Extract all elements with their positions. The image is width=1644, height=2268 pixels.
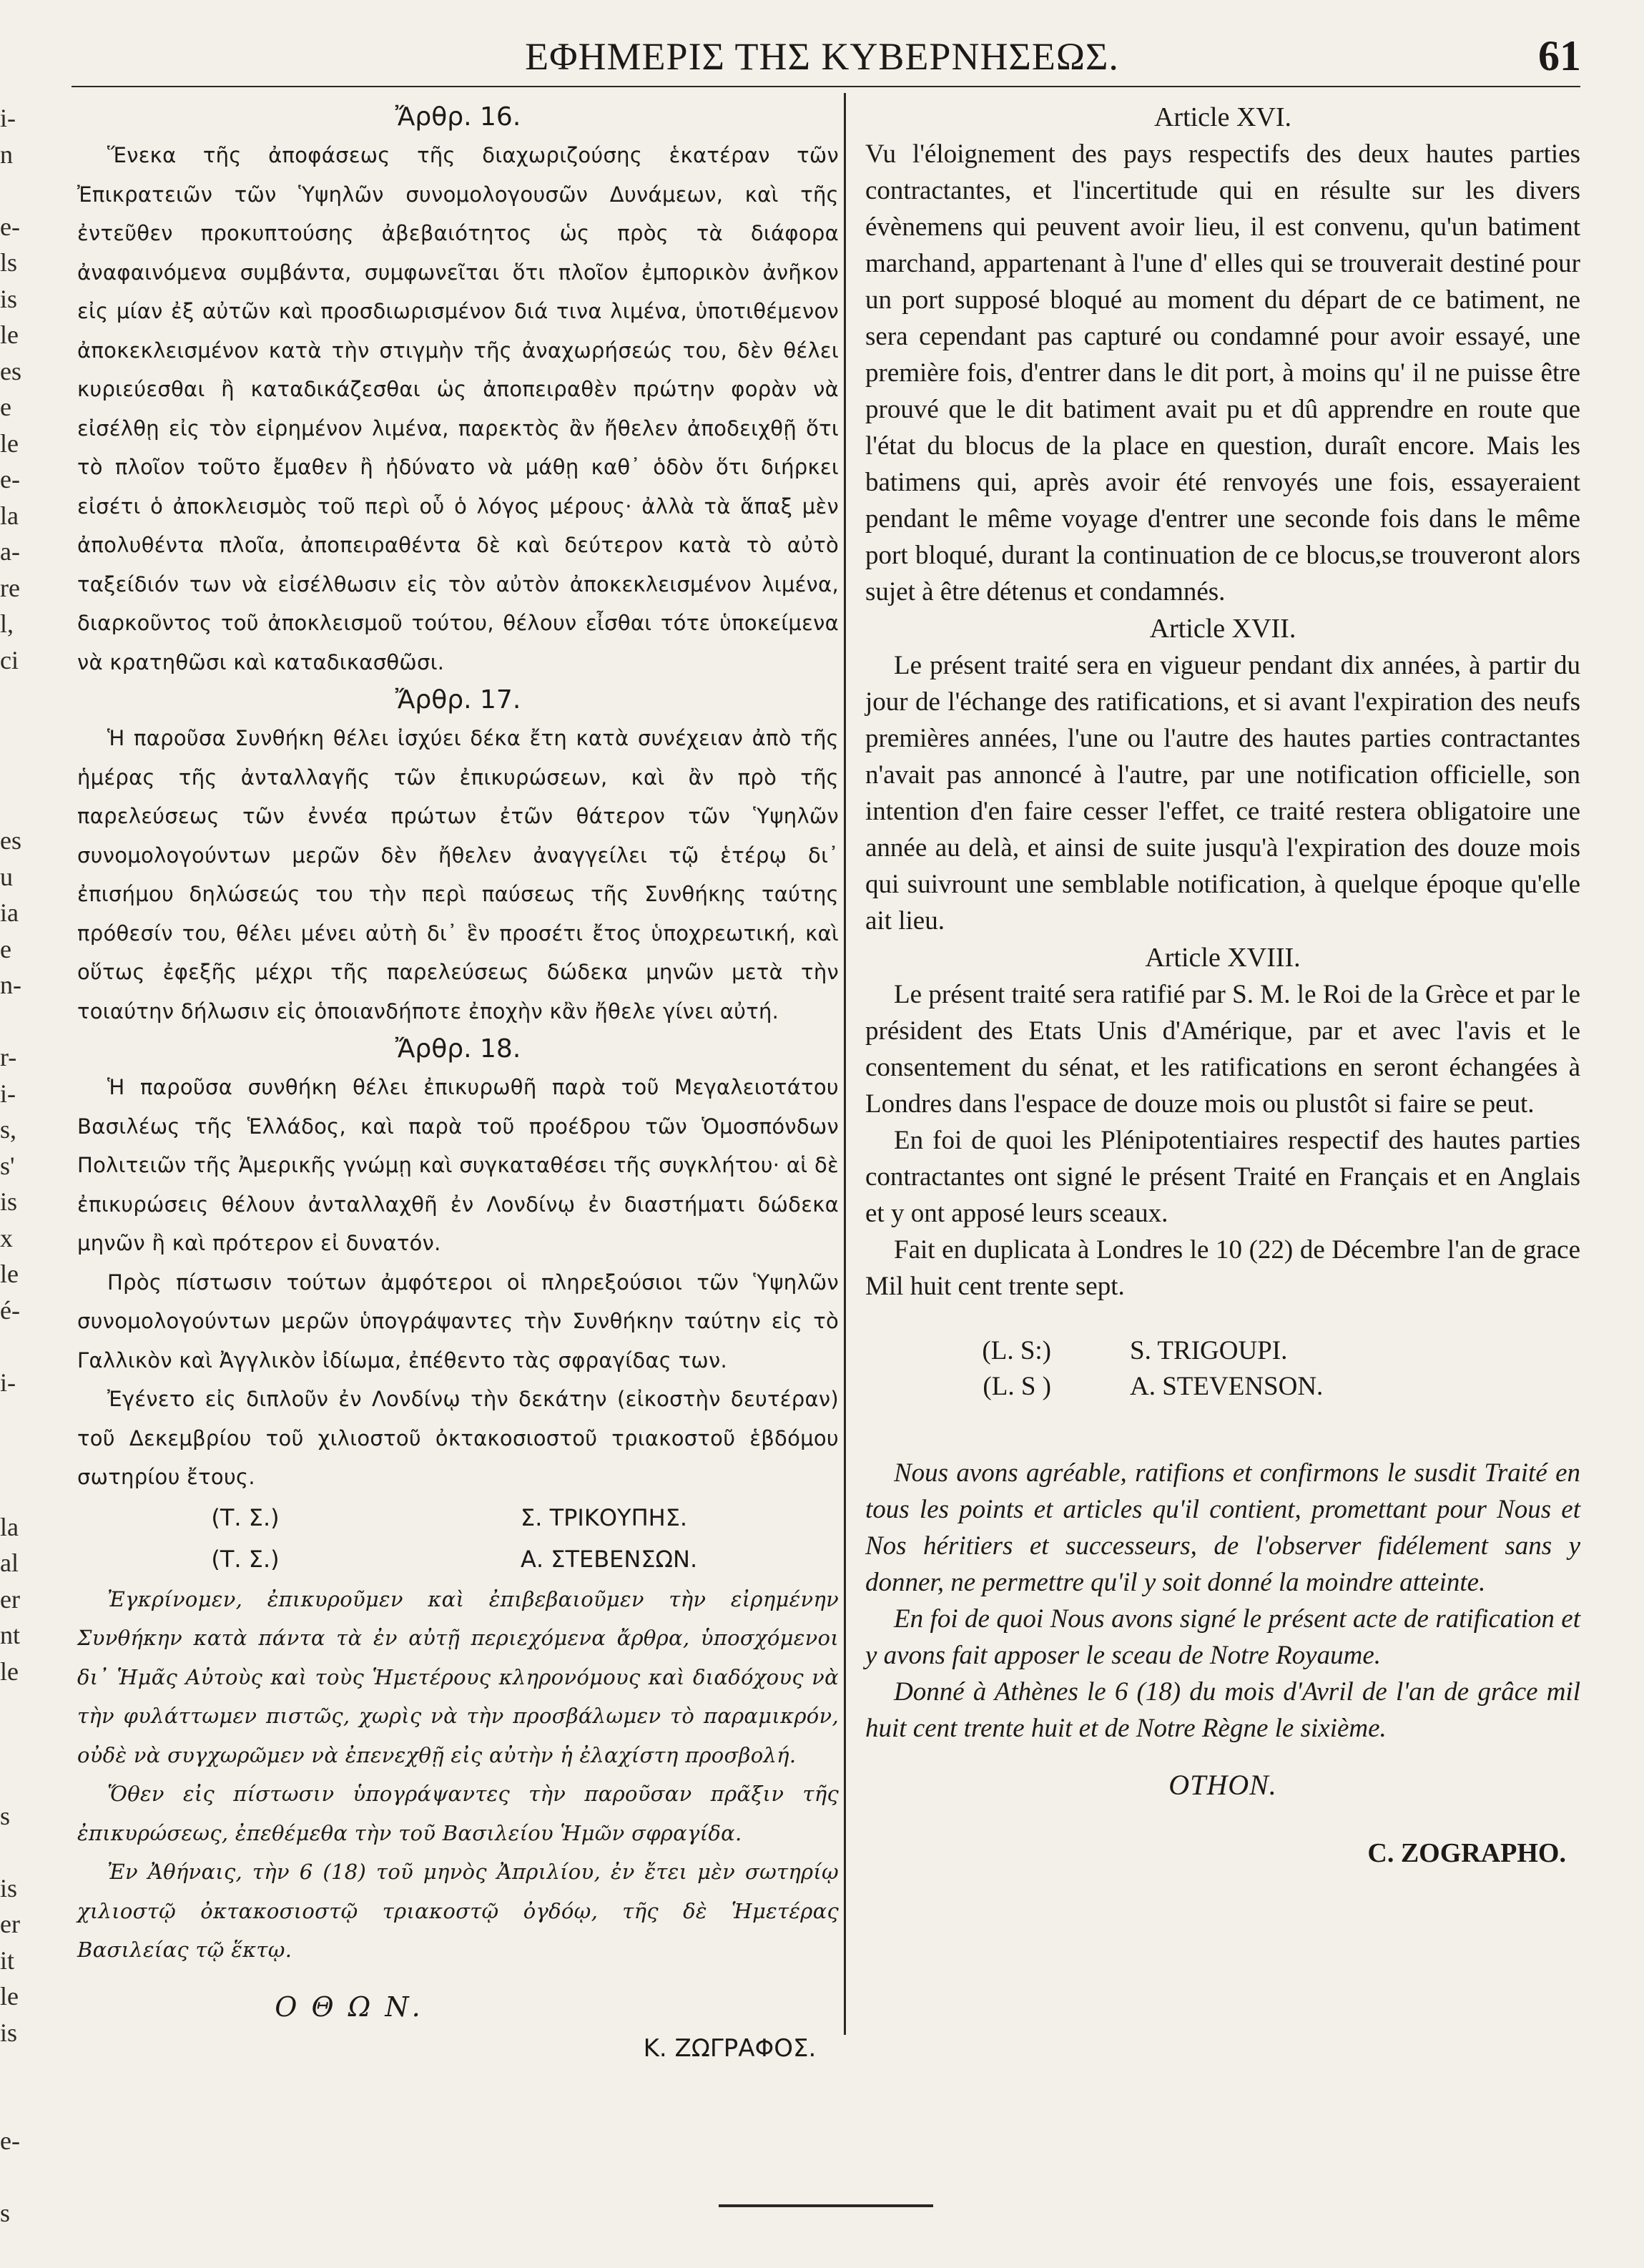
- french-witness-text: En foi de quoi les Plénipotentiaires respectif des hautes parties contractantes ont signé le présent Traité en Français et en Anglais et y ont apposé leurs sceaux.: [865, 1126, 1580, 1228]
- greek-king-signature: Ο Θ Ω Ν.: [275, 1990, 423, 2023]
- edge-fragment: e-: [0, 2126, 20, 2155]
- edge-fragment: er: [0, 1584, 20, 1614]
- edge-fragment: is: [0, 1873, 18, 1903]
- french-seal-2: (L. S ): [983, 1372, 1051, 1401]
- greek-ratification-1: Ἐγκρίνομεν, ἐπικυροῦμεν καὶ ἐπιβεβαιοῦμεν τὴν εἰρημένην Συνθήκην κατὰ πάντα τὰ ἐν αὐτῇ περιεχόμενα ἄρθρα, ὑποσχόμενοι δι᾽ Ἡμᾶς Αὐτοὺς καὶ τοὺς Ἡμετέρους κληρονόμους καὶ διαδόχους νὰ τὴν φυλάττωμεν πιστῶς, χωρὶς νὰ τὴν προσβάλωμεν τὸ παραμικρόν, οὐδὲ νὰ συγχωρῶμεν νὰ ἐπενεχθῇ εἰς αὐτὴν ἡ ἐλαχίστη προσβολή.: [77, 1586, 839, 1767]
- edge-fragment: s': [0, 1151, 15, 1180]
- french-article-18-text: Le présent traité sera ratifié par S. M. le Roi de la Grèce et par le président des Etats Unis d'Amérique, par et avec l'avis et le consentement du sénat, et les ratifications en seront échangées à Londres dans l'espace de douze mois ou plustôt si faire se peut.: [865, 980, 1580, 1119]
- greek-minister-signature: Κ. ΖΩΓΡΑΦΟΣ.: [643, 2033, 817, 2063]
- header-rule: [72, 86, 1580, 87]
- edge-fragment: le: [0, 428, 19, 458]
- edge-fragment: al: [0, 1548, 19, 1577]
- edge-fragment: [0, 1400, 17, 1437]
- edge-fragment: [0, 1003, 17, 1040]
- french-done-text: Fait en duplicata à Londres le 10 (22) de Décembre l'an de grace Mil huit cent trente sept.: [865, 1235, 1580, 1301]
- edge-fragment: [0, 1689, 17, 1726]
- edge-fragment: ci: [0, 645, 19, 674]
- edge-fragment: n: [0, 139, 13, 169]
- french-minister-signature: C. ZOGRAPHO.: [1367, 1838, 1566, 1868]
- greek-ratification-3: Ἐν Ἀθήναις, τὴν 6 (18) τοῦ μηνὸς Ἀπριλίου, ἐν ἔτει μὲν σωτηρίῳ χιλιοστῷ ὀκτακοσιοστῷ τριακοστῷ ὀγδόῳ, τῆς δὲ Ἡμετέρας Βασιλείας τῷ ἕκτῳ.: [77, 1860, 839, 1962]
- edge-fragment: [0, 1473, 17, 1509]
- french-signer-2: A. STEVENSON.: [1130, 1372, 1324, 1401]
- edge-fragment: n-: [0, 971, 21, 999]
- edge-fragment: es: [0, 826, 21, 855]
- french-article-16-text: Vu l'éloignement des pays respectifs des deux hautes parties contractantes, et l'incertitude qui en résulte sur les divers évènemens qui peuvent avoir lieu, il est convenu, qu'un batiment marchand, appartenant à l'une d' elles qui se trouverait destiné pour un port supposé bloqué au moment du départ de ce batiment, ne sera cependant pas capturé ou condamné pour avoir essayé, une première fois, d'entrer dans le dit port, à moins qu' il ne puisse être prouvé que le dit batiment avait pu et dû apprendre en route que l'état du blocus de la place en question, duraît encore. Mais les batimens qui, après avoir été renvoyés une fois, essayeraient pendant le même voyage d'entrer une seconde fois dans le même port bloqué, durant la continuation de ce blocus,se trouveront alors sujet à être détenus et condamnés.: [865, 139, 1580, 607]
- edge-fragment: [0, 787, 17, 823]
- greek-article-18-heading: Ἄρθρ. 18.: [395, 1034, 521, 1064]
- greek-article-17-text: Ἡ παροῦσα Συνθήκη θέλει ἰσχύει δέκα ἔτη κατὰ συνέχειαν ἀπὸ τῆς ἡμέρας τῆς ἀνταλλαγῆς τῶν ἐπικυρώσεων, καὶ ἂν πρὸ τῆς παρελεύσεως τῶν ἐννέα πρώτων ἐτῶν θάτερον τῶν Ὑψηλῶν συνομολογούντων μερῶν δὲν ἤθελεν ἀναγγείλει τῷ ἑτέρῳ δι᾽ ἐπισήμου δηλώσεώς του τὴν περὶ παύσεως τῆς Συνθήκης ταύτης πρόθεσίν του, θέλει μένει αὐτὴ δι᾽ ἓν προσέτι ἔτος ὑποχρεωτική, καὶ οὕτως ἐφεξῆς μέχρι τῆς παρελεύσεως δώδεκα μηνῶν μετὰ τὴν τοιαύτην δήλωσιν εἰς ὁποιανδήποτε ἐποχὴν κἂν ἤθελε γίνει αὐτή.: [77, 726, 839, 1023]
- greek-column: [77, 99, 839, 2063]
- edge-fragment: is: [0, 2018, 18, 2047]
- edge-fragment: s: [0, 1801, 11, 1830]
- edge-fragment: [0, 1726, 17, 1762]
- edge-fragment: [0, 678, 17, 715]
- greek-article-16-text: Ἕνεκα τῆς ἀποφάσεως τῆς διαχωριζούσης ἑκατέραν τῶν Ἐπικρατειῶν τῶν Ὑψηλῶν συνομολογουσῶν Δυνάμεων, καὶ τῆς ἐντεῦθεν προκυπτούσης ἀβεβαιότητος ὡς πρὸς τὰ διάφορα ἀναφαινόμενα συμβάντα, συμφωνεῖται ὅτι πλοῖον ἐμπορικὸν ἀνῆκον εἰς μίαν ἐξ αὐτῶν καὶ προσδιωρισμένον διά τινα λιμένα, ὑποτιθέμενον ἀποκεκλεισμένον κατὰ τὴν στιγμὴν τῆς ἀναχωρήσεώς του, δὲν θέλει κυριεύεσθαι ἢ καταδικάζεσθαι ὡς ἀποπειραθὲν πρώτην φορὰν νὰ εἰσέλθῃ εἰς τὸν εἰρημένον λιμένα, παρεκτὸς ἂν ἤθελεν ἀποδειχθῇ ὅτι τὸ πλοῖον τοῦτο ἔμαθεν ἢ ἠδύνατο νὰ μάθῃ καθ᾽ ὁδὸν ὅτι διήρκει εἰσέτι ὁ ἀποκλεισμὸς τοῦ περὶ οὗ ὁ λόγος μέρους· ἀλλὰ τὰ ἅπαξ μὲν ἀπολυθέντα πλοῖα, ἀποπειραθέντα δὲ καὶ δεύτερον κατὰ τὸ αὐτὸ ταξείδιόν των νὰ εἰσέλθωσιν εἰς τὸν αὐτὸν ἀποκεκλεισμένον λιμένα, διαρκοῦντος τοῦ ἀποκλεισμοῦ τούτου, θέλουν εἶσθαι τότε ὑποκείμενα νὰ κρατηθῶσι καὶ καταδικασθῶσι.: [77, 143, 839, 674]
- edge-fragment: is: [0, 1187, 18, 1216]
- french-article-17-heading: Article XVII.: [1149, 614, 1296, 644]
- edge-fragment: u: [0, 862, 13, 891]
- french-signature-row-1: [865, 1333, 1580, 1369]
- edge-fragment: le: [0, 320, 19, 349]
- edge-fragment: s: [0, 2199, 11, 2227]
- page-header-title: ΕΦΗΜΕΡΙΣ ΤΗΣ ΚΥΒΕΡΝΗΣΕΩΣ.: [525, 35, 1119, 78]
- greek-signature-row-1: [77, 1497, 839, 1538]
- french-ratification-1: Nous avons agréable, ratifions et confirmons le susdit Traité en tous les points et articles qu'il contient, promettant pour Nous et Nos héritiers et successeurs, de l'observer fidélement sans y donner, ne permettre qu'il y soit donné la moindre atteinte.: [865, 1458, 1580, 1597]
- edge-fragment: es: [0, 356, 21, 386]
- edge-fragment: [0, 2159, 17, 2196]
- edge-fragment: nt: [0, 1621, 21, 1649]
- edge-fragment: le: [0, 1656, 19, 1686]
- edge-fragment: re: [0, 573, 20, 602]
- edge-fragment: l,: [0, 609, 14, 638]
- edge-fragment: r-: [0, 1043, 17, 1071]
- edge-fragment: i-: [0, 1079, 16, 1108]
- edge-fragment: i-: [0, 104, 16, 132]
- edge-fragment: e: [0, 934, 11, 963]
- french-signature-row-2: [865, 1369, 1580, 1405]
- edge-fragment: i-: [0, 1368, 16, 1397]
- edge-fragment: ia: [0, 898, 19, 927]
- edge-fragment: [0, 172, 17, 209]
- edge-fragment: le: [0, 1260, 19, 1288]
- greek-article-16-heading: Ἄρθρ. 16.: [395, 102, 521, 132]
- page-number: 61: [1538, 32, 1581, 79]
- greek-signer-1: Σ. ΤΡΙΚΟΥΠΗΣ.: [521, 1503, 688, 1531]
- edge-fragment: é-: [0, 1295, 20, 1325]
- french-article-17-text: Le présent traité sera en vigueur pendant dix années, à partir du jour de l'échange des ratifications, et si avant l'expiration des neufs premières années, l'une ou l'autre des hautes parties contractantes n'avait pas annoncé à l'autre, par une notification officielle, son intention d'en faire cesser l'effet, ce traité restera obligatoire une année au delà, et ainsi de suite jusqu'à l'expiration des douze mois qui suivrount une semblable notification, à quelque époque qu'elle ait lieu.: [865, 651, 1580, 936]
- edge-fragment: ls: [0, 248, 18, 277]
- edge-fragment: [0, 1762, 17, 1798]
- french-seal-1: (L. S:): [982, 1336, 1051, 1365]
- greek-signature-row-2: [77, 1538, 839, 1580]
- edge-fragment: e: [0, 393, 11, 421]
- edge-fragment: [0, 1834, 17, 1870]
- greek-article-17-heading: Ἄρθρ. 17.: [395, 685, 521, 715]
- french-ratification-2: En foi de quoi Nous avons signé le présent acte de ratification et y avons fait apposer le sceau de Notre Royaume.: [865, 1604, 1580, 1670]
- edge-fragment: [0, 715, 17, 751]
- edge-fragment: is: [0, 284, 18, 313]
- greek-witness-text: Πρὸς πίστωσιν τούτων ἀμφότεροι οἱ πληρεξούσιοι τῶν Ὑψηλῶν συνομολογούντων μερῶν ὑπογράψαντες τὴν Συνθήκην ταύτην εἰς τὸ Γαλλικὸν καὶ Ἀγγλικὸν ἰδίωμα, ἐπέθεντο τὰς σφραγίδας των.: [77, 1270, 839, 1373]
- french-column: [865, 99, 1580, 1869]
- column-divider-lower: [844, 1051, 846, 2035]
- greek-final-signatures: [77, 1991, 839, 2063]
- column-divider: [844, 93, 846, 1051]
- edge-fragment: e-: [0, 465, 20, 494]
- edge-fragment: la: [0, 501, 19, 530]
- edge-fragment: [0, 750, 17, 787]
- edge-fragment: e-: [0, 212, 20, 241]
- french-signer-1: S. TRIGOUPI.: [1130, 1336, 1288, 1365]
- greek-article-18-text: Ἡ παροῦσα συνθήκη θέλει ἐπικυρωθῆ παρὰ τοῦ Μεγαλειοτάτου Βασιλέως τῆς Ἑλλάδος, καὶ παρὰ τοῦ προέδρου τῶν Ὁμοσπόνδων Πολιτειῶν τῆς Ἀμερικῆς γνώμῃ καὶ συγκαταθέσει τῆς συγκλήτου· αἱ δὲ ἐπικυρώσεις θέλουν ἀνταλλαχθῆ ἐν Λονδίνῳ ἐν διαστήματι δώδεκα μηνῶν ἢ καὶ πρότερον εἰ δυνατόν.: [77, 1075, 839, 1255]
- french-ratification-3: Donné à Athènes le 6 (18) du mois d'Avril de l'an de grâce mil huit cent trente huit et de Notre Règne le sixième.: [865, 1677, 1580, 1743]
- greek-seal-2: (Τ. Σ.): [211, 1545, 280, 1573]
- edge-fragment: er: [0, 1910, 20, 1938]
- left-edge-fragments: [0, 100, 21, 2267]
- edge-fragment: [0, 2232, 17, 2268]
- french-king-signature: OTHON.: [1168, 1769, 1277, 1801]
- edge-fragment: [0, 1328, 17, 1365]
- greek-signer-2: Α. ΣΤΕΒΕΝΣΩΝ.: [521, 1545, 698, 1573]
- french-article-18-heading: Article XVIII.: [1145, 943, 1301, 973]
- edge-fragment: it: [0, 1945, 15, 1975]
- greek-done-text: Ἐγένετο εἰς διπλοῦν ἐν Λονδίνῳ τὴν δεκάτην (εἰκοστὴν δευτέραν) τοῦ Δεκεμβρίου τοῦ χιλιοστοῦ ὀκτακοσιοστοῦ τριακοστοῦ ἑβδόμου σωτηρίου ἔτους.: [77, 1387, 839, 1489]
- edge-fragment: x: [0, 1223, 13, 1252]
- greek-ratification-2: Ὅθεν εἰς πίστωσιν ὑπογράψαντες τὴν παροῦσαν πρᾶξιν τῆς ἐπικυρώσεως, ἐπεθέμεθα τὴν τοῦ Βασιλείου Ἡμῶν σφραγίδα.: [77, 1782, 839, 1845]
- greek-seal-1: (Τ. Σ.): [211, 1503, 280, 1531]
- edge-fragment: [0, 2087, 17, 2124]
- edge-fragment: le: [0, 1982, 19, 2011]
- edge-fragment: s,: [0, 1115, 17, 1144]
- edge-fragment: la: [0, 1512, 19, 1541]
- french-article-16-heading: Article XVI.: [1153, 102, 1292, 132]
- edge-fragment: a-: [0, 537, 20, 566]
- edge-fragment: [0, 2051, 17, 2087]
- bottom-rule: [719, 2204, 933, 2207]
- edge-fragment: [0, 1437, 17, 1473]
